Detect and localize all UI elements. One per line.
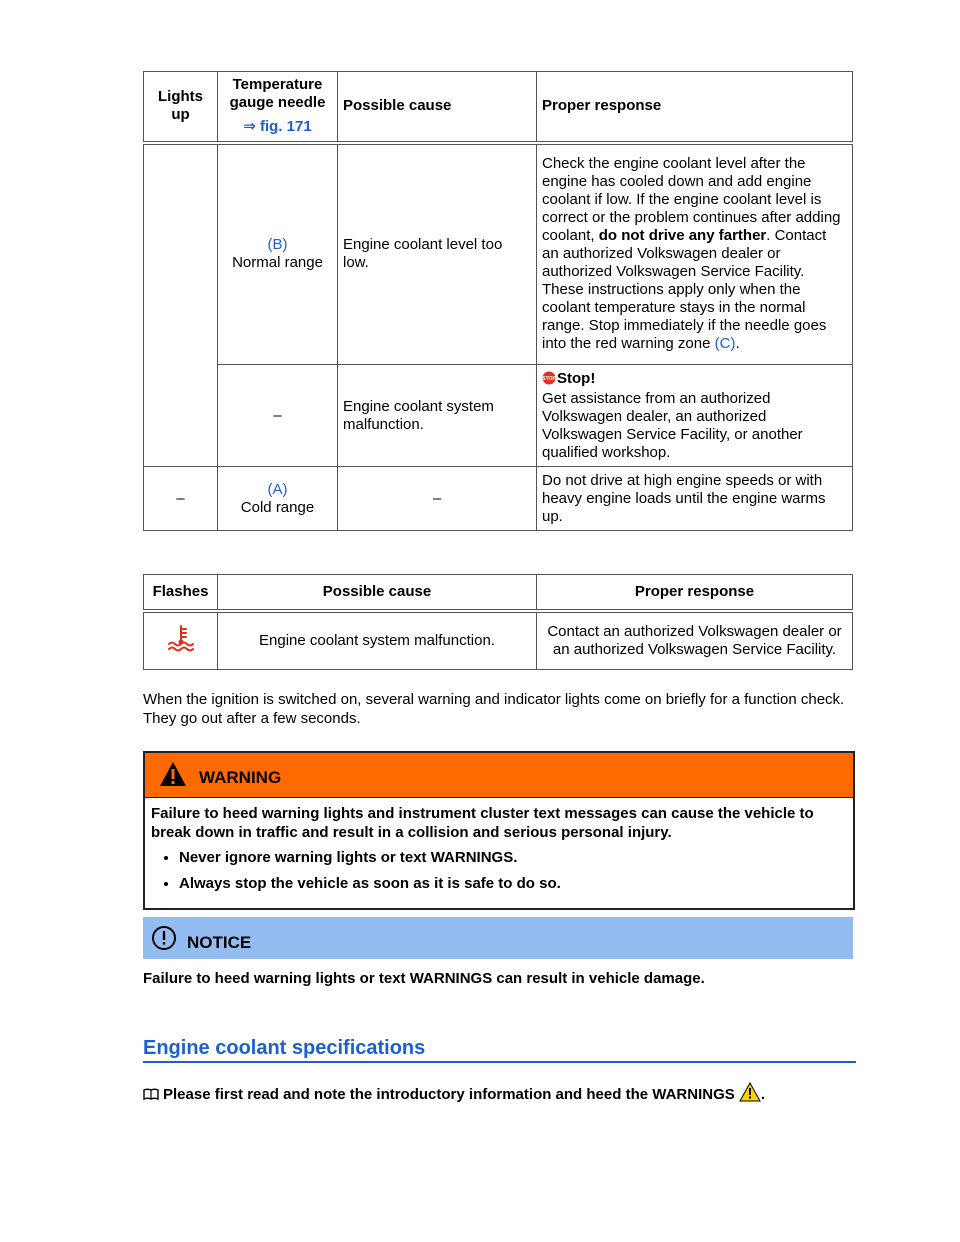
- warning-triangle-icon: [159, 761, 187, 791]
- response-cell: Contact an authorized Volkswagen dealer or an authorized Volkswagen Service Facility.: [537, 611, 853, 669]
- header-gauge-needle: [218, 72, 338, 143]
- response-emphasis: do not drive any farther: [598, 227, 767, 245]
- needle-ref-a[interactable]: (A): [267, 480, 288, 498]
- warning-title: WARNING: [199, 768, 282, 787]
- warning-list: [151, 848, 847, 893]
- notice-exclamation-icon: [151, 925, 177, 955]
- section-divider: [143, 1061, 856, 1063]
- table-row: [144, 365, 853, 467]
- response-cell: [537, 143, 853, 365]
- response-end: .: [735, 335, 740, 353]
- section-title: Engine coolant specifications: [143, 1037, 426, 1059]
- cause-cell: Engine coolant system malfunction.: [338, 365, 537, 467]
- response-text-cont: . Contact an authorized Volkswagen dealer or authorized Volkswagen Service Facility. These instructions apply only when the coolant temperature stays in the normal range. Stop immediately if the needle goes into the red warning zone: [542, 227, 827, 353]
- needle-range: Cold range: [240, 498, 315, 516]
- response-text: Get assistance from an authorized Volkswagen dealer, an authorized Volkswagen Service Facility, or another qualified workshop.: [542, 389, 803, 461]
- lights-up-cell-empty: [144, 143, 218, 467]
- read-first-note: [143, 1082, 863, 1106]
- svg-text:STOP: STOP: [542, 375, 556, 382]
- needle-ref-c[interactable]: (C): [714, 335, 736, 353]
- fig-171-link[interactable]: ⇒ fig. 171: [243, 118, 312, 136]
- read-first-end: .: [760, 1086, 766, 1103]
- warning-header: [145, 753, 853, 798]
- table-row: [144, 611, 853, 669]
- flashes-cell: [144, 611, 218, 669]
- response-cell: Do not drive at high engine speeds or with heavy engine loads until the engine warms up.: [537, 467, 853, 531]
- warning-link-icon[interactable]: [739, 1082, 761, 1106]
- warning-light-table: [143, 71, 853, 531]
- header-proper-response: Proper response: [537, 72, 853, 143]
- list-item: • Never ignore warning lights or text WARNINGS.: [179, 848, 847, 867]
- warning-body: [145, 798, 853, 908]
- table-row: [144, 467, 853, 531]
- header-possible-cause: Possible cause: [218, 575, 537, 612]
- needle-cell: [218, 467, 338, 531]
- header-flashes: Flashes: [144, 575, 218, 612]
- response-text: Check the engine coolant level after the engine has cooled down and add engine coolant if low. If the engine coolant level is correct or the problem continues after adding coolant,: [542, 155, 841, 245]
- warning-box: [143, 751, 855, 910]
- list-item: • Always stop the vehicle as soon as it is safe to do so.: [179, 874, 847, 893]
- header-gauge-label: Temperature gauge needle: [229, 76, 326, 112]
- book-icon: [143, 1087, 159, 1104]
- header-proper-response: Proper response: [537, 575, 853, 612]
- header-possible-cause: Possible cause: [338, 72, 537, 143]
- notice-header: [143, 917, 853, 959]
- needle-range: Normal range: [232, 254, 323, 272]
- notice-text: Failure to heed warning lights or text WARNINGS can result in vehicle damage.: [143, 970, 705, 987]
- ignition-note: When the ignition is switched on, several warning and indicator lights come on briefly for a function check. They go out after a few seconds.: [143, 691, 845, 727]
- coolant-temperature-icon: [166, 623, 196, 658]
- cause-cell: Engine coolant system malfunction.: [218, 611, 537, 669]
- stop-icon: [542, 371, 556, 390]
- needle-cell: [218, 143, 338, 365]
- cause-cell: Engine coolant level too low.: [338, 143, 537, 365]
- flashing-light-table: [143, 574, 853, 670]
- table-row: [144, 143, 853, 365]
- notice-title: NOTICE: [187, 933, 252, 952]
- needle-cell: –: [218, 365, 338, 467]
- header-lights-up: Lights up: [144, 72, 218, 143]
- lights-up-cell: –: [144, 467, 218, 531]
- response-cell: [537, 365, 853, 467]
- read-first-text: Please first read and note the introductory information and heed the WARNINGS: [163, 1086, 735, 1103]
- stop-label: Stop!: [557, 369, 596, 387]
- needle-ref-b[interactable]: (B): [267, 236, 288, 254]
- cause-cell: –: [338, 467, 537, 531]
- warning-text: Failure to heed warning lights and instrument cluster text messages can cause the vehicle to break down in traffic and result in a collision and serious personal injury.: [151, 805, 814, 841]
